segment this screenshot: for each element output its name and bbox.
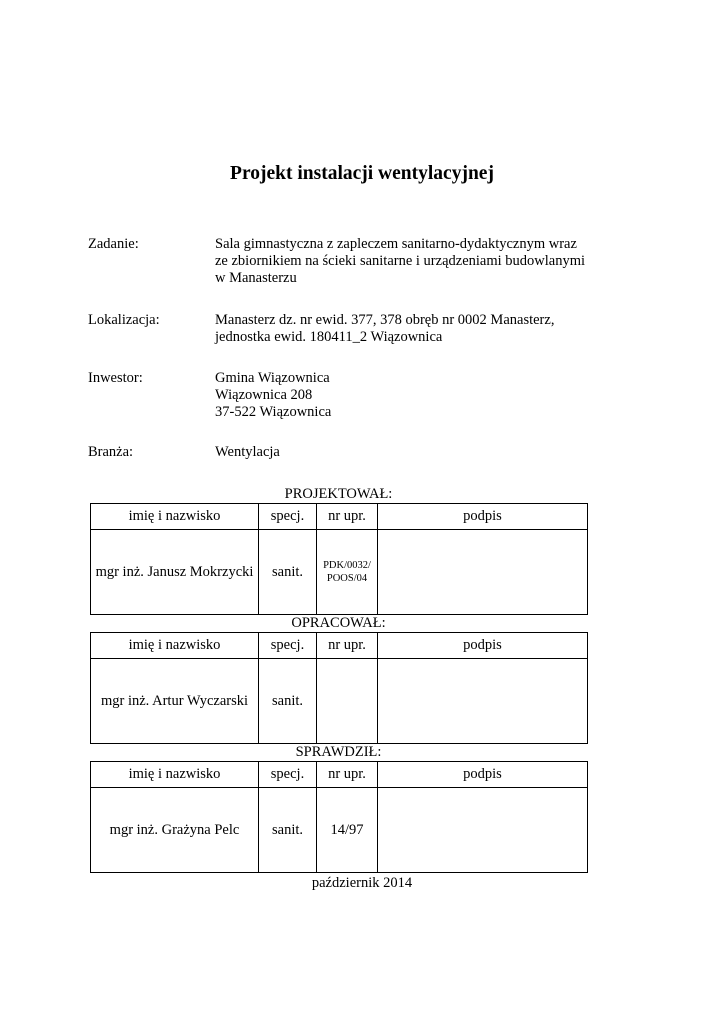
cell-nr-line: PDK/0032/	[323, 560, 371, 571]
field-value-branza	[215, 444, 635, 461]
column-header-nr: nr upr.	[317, 633, 378, 659]
field-label-branza: Branża:	[88, 444, 134, 460]
field-value-line: 37-522 Wiązownica	[215, 404, 332, 420]
field-value-inwestor	[215, 370, 635, 421]
field-value-zadanie	[215, 236, 635, 287]
cell-spec: sanit.	[259, 788, 317, 873]
column-header-spec: specj.	[259, 762, 317, 788]
column-header-sign: podpis	[378, 762, 588, 788]
field-value-line: ze zbiornikiem na ścieki sanitarne i urządzeniami budowlanymi	[215, 253, 586, 269]
signature-table-opracowal	[90, 632, 588, 744]
table-row	[91, 788, 588, 873]
signature-table-projektowal	[90, 503, 588, 615]
field-value-line: Gmina Wiązownica	[215, 370, 330, 386]
field-value-line: Manasterz dz. nr ewid. 377, 378 obręb nr 0002 Manasterz,	[215, 312, 555, 328]
document-date: październik 2014	[311, 875, 413, 891]
column-header-name: imię i nazwisko	[91, 633, 259, 659]
cell-name: mgr inż. Grażyna Pelc	[91, 788, 259, 873]
field-label-inwestor: Inwestor:	[88, 370, 143, 386]
section-caption-sprawdzil: SPRAWDZIŁ:	[295, 744, 382, 760]
column-header-spec: specj.	[259, 504, 317, 530]
table-row	[91, 659, 588, 744]
table-header-row	[91, 633, 588, 659]
column-header-spec: specj.	[259, 633, 317, 659]
column-header-nr: nr upr.	[317, 762, 378, 788]
table-header-row	[91, 762, 588, 788]
cell-spec: sanit.	[259, 659, 317, 744]
field-label-zadanie: Zadanie:	[88, 236, 139, 252]
table-header-row	[91, 504, 588, 530]
column-header-nr: nr upr.	[317, 504, 378, 530]
field-value-lokalizacja	[215, 312, 635, 346]
field-label-lokalizacja: Lokalizacja:	[88, 312, 160, 328]
cell-nr	[317, 659, 378, 744]
column-header-sign: podpis	[378, 633, 588, 659]
section-caption-opracowal: OPRACOWAŁ:	[291, 615, 386, 631]
field-value-line: jednostka ewid. 180411_2 Wiązownica	[215, 329, 443, 345]
column-header-sign: podpis	[378, 504, 588, 530]
cell-name: mgr inż. Janusz Mokrzycki	[91, 530, 259, 615]
table-row	[91, 530, 588, 615]
document-title: Projekt instalacji wentylacyjnej	[230, 163, 494, 184]
column-header-name: imię i nazwisko	[91, 504, 259, 530]
cell-spec: sanit.	[259, 530, 317, 615]
signature-table-sprawdzil	[90, 761, 588, 873]
cell-nr-line: POOS/04	[326, 573, 368, 584]
column-header-name: imię i nazwisko	[91, 762, 259, 788]
cell-nr: 14/97	[317, 788, 378, 873]
cell-signature	[378, 659, 588, 744]
cell-nr	[317, 530, 378, 615]
section-caption-projektowal: PROJEKTOWAŁ:	[284, 486, 393, 502]
cell-signature	[378, 530, 588, 615]
field-value-line: w Manasterzu	[215, 270, 297, 286]
field-value-line: Wentylacja	[215, 444, 280, 460]
cell-signature	[378, 788, 588, 873]
field-value-line: Wiązownica 208	[215, 387, 313, 403]
cell-name: mgr inż. Artur Wyczarski	[91, 659, 259, 744]
field-value-line: Sala gimnastyczna z zapleczem sanitarno-dydaktycznym wraz	[215, 236, 577, 252]
